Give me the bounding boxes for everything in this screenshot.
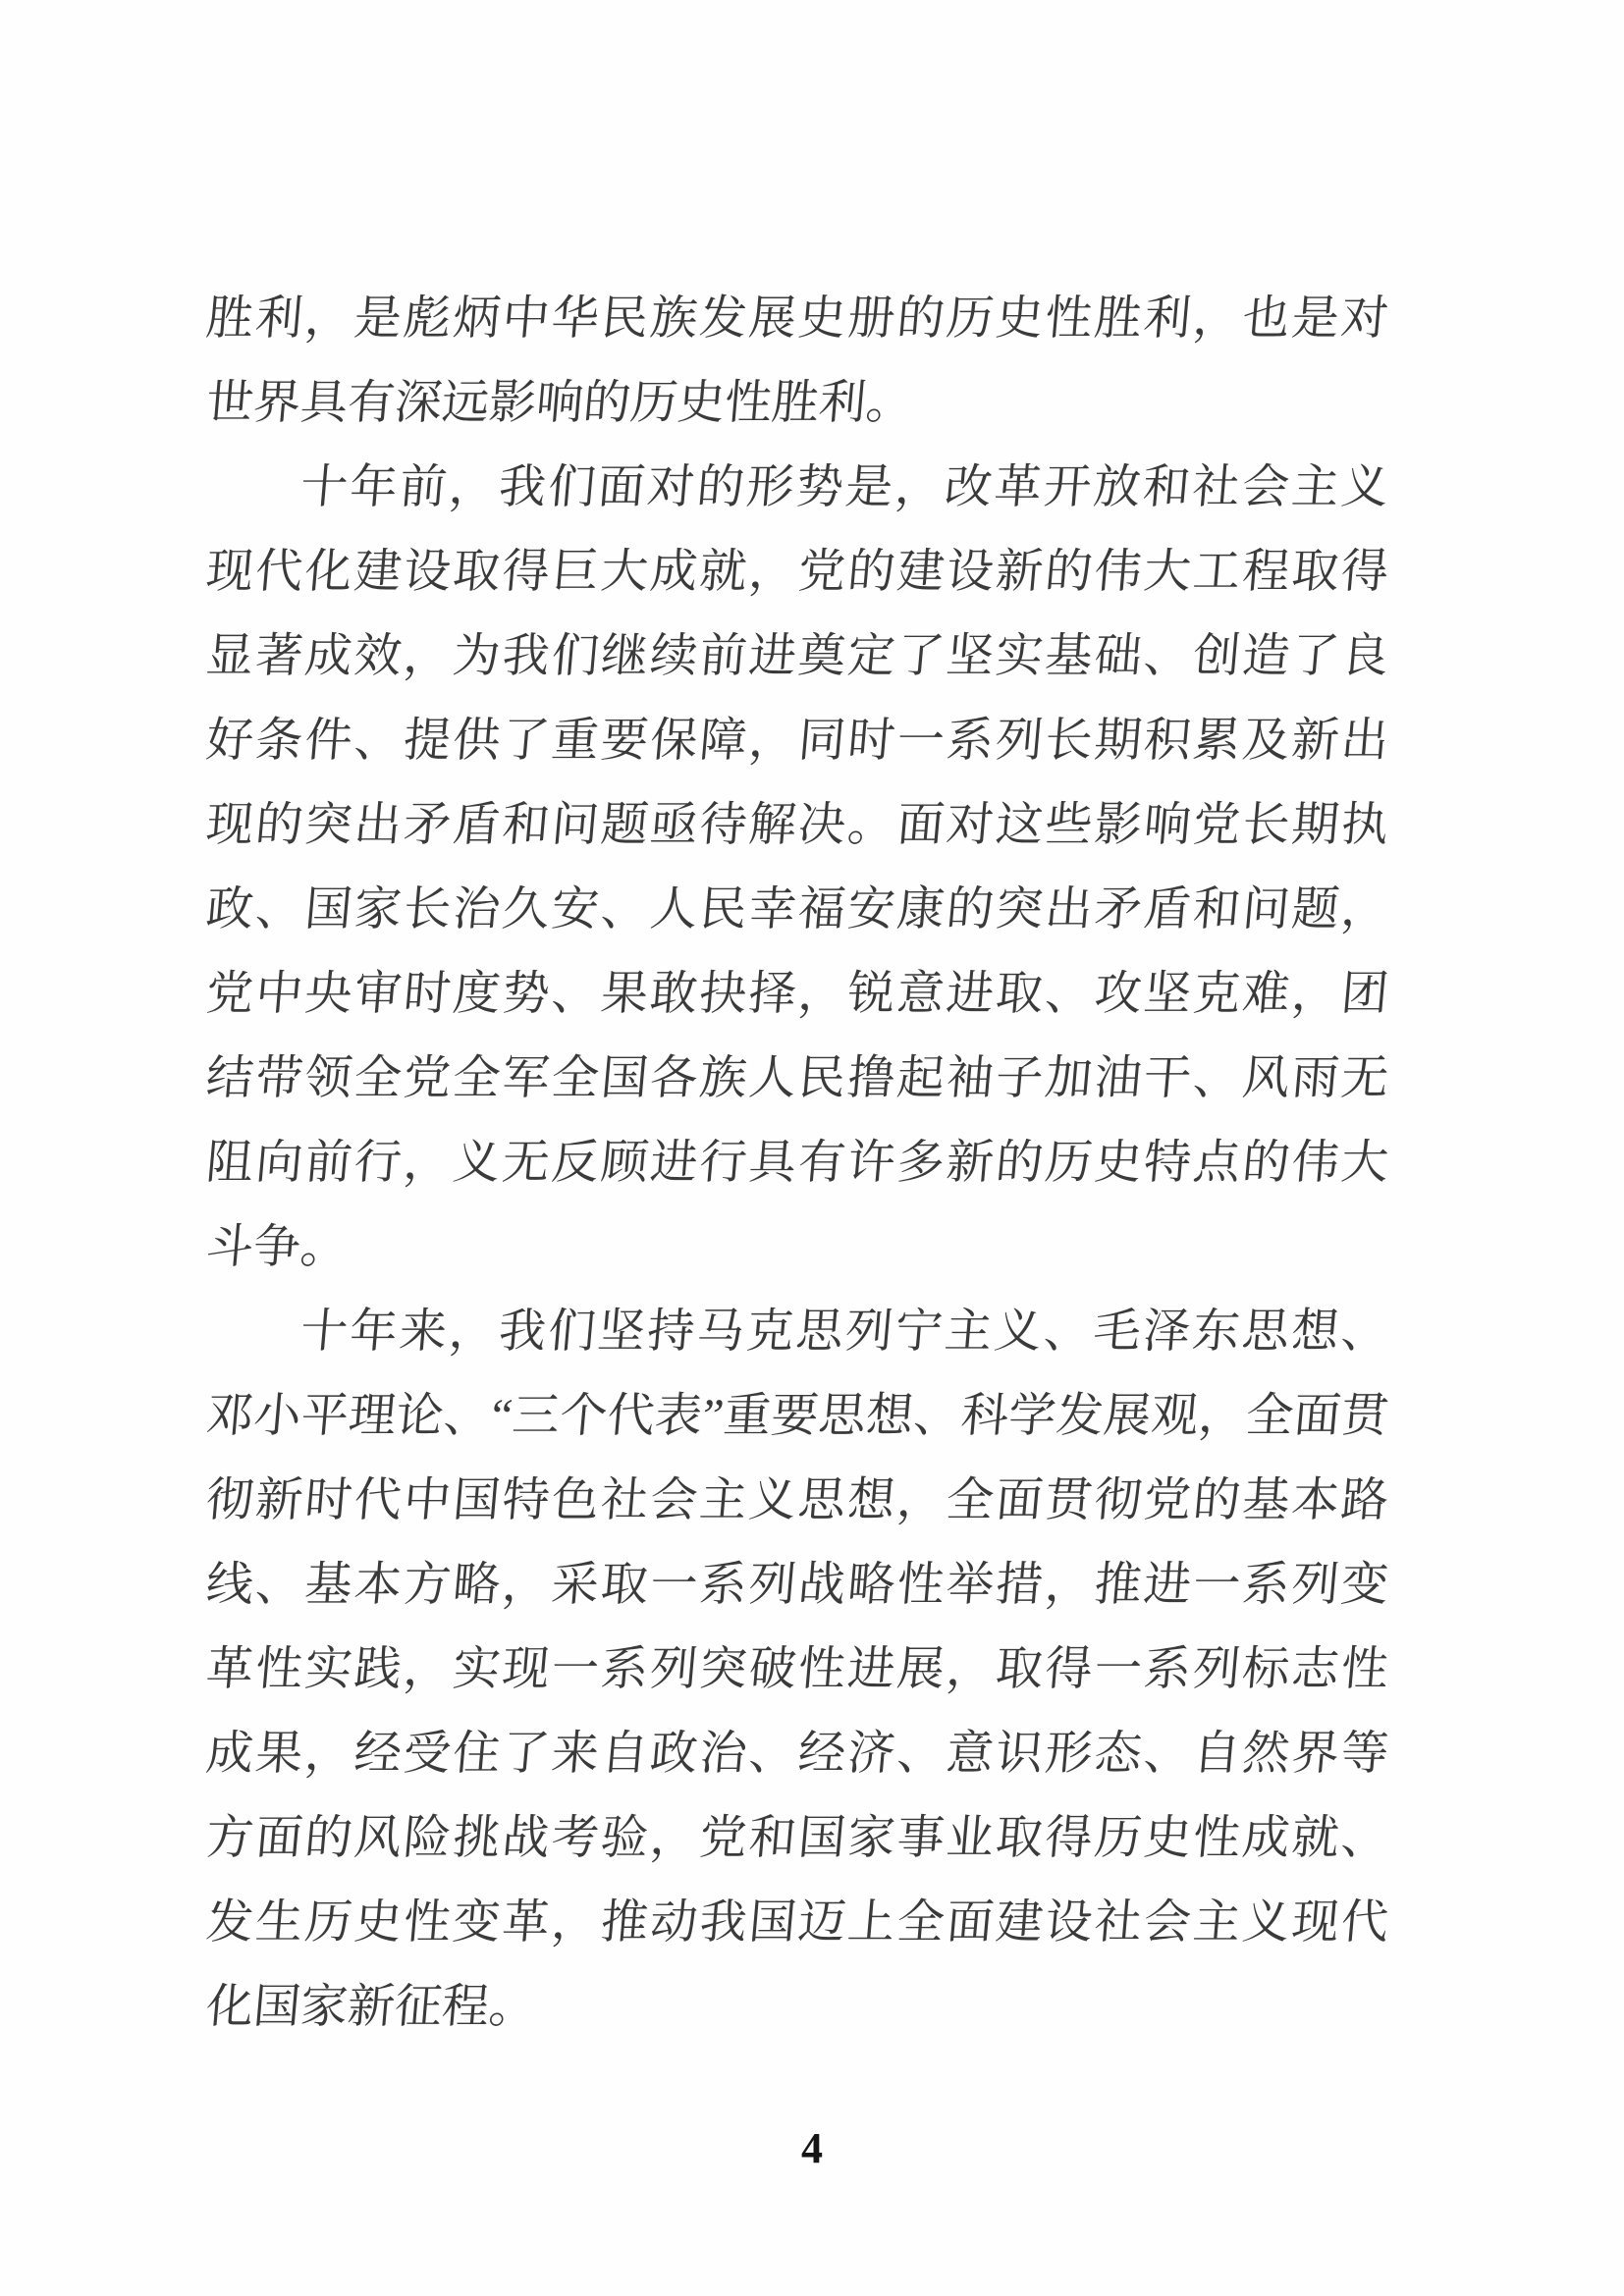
text-line: 显著成效，为我们继续前进奠定了坚实基础、创造了良: [203, 630, 1391, 682]
text-line: 邓小平理论、“三个代表”重要思想、科学发展观，全面贯: [203, 1390, 1391, 1442]
text-line: 阻向前行，义无反顾进行具有许多新的历史特点的伟大: [203, 1137, 1391, 1189]
text-line: 胜利，是彪炳中华民族发展史册的历史性胜利，也是对: [203, 293, 1391, 345]
text-line: 发生历史性变革，推动我国迈上全面建设社会主义现代: [203, 1896, 1391, 1949]
text-line: 党中央审时度势、果敢抉择，锐意进取、攻坚克难，团: [203, 968, 1391, 1020]
text-line: 革性实践，实现一系列突破性进展，取得一系列标志性: [203, 1643, 1391, 1695]
page-number: 4: [801, 2124, 823, 2172]
text-line: 结带领全党全军全国各族人民撸起袖子加油干、风雨无: [203, 1052, 1391, 1104]
text-line: 现的突出矛盾和问题亟待解决。面对这些影响党长期执: [203, 799, 1391, 851]
text-line: 化国家新征程。: [203, 1981, 539, 2033]
text-line: 好条件、提供了重要保障，同时一系列长期积累及新出: [203, 715, 1391, 767]
paragraph-continuation: [203, 277, 1391, 446]
text-line: 政、国家长治久安、人民幸福安康的突出矛盾和问题，: [203, 883, 1391, 935]
text-line: 十年来，我们坚持马克思列宁主义、毛泽东思想、: [298, 1306, 1391, 1358]
text-line: 线、基本方略，采取一系列战略性举措，推进一系列变: [203, 1559, 1391, 1611]
text-line: 成果，经受住了来自政治、经济、意识形态、自然界等: [203, 1728, 1391, 1780]
text-line: 现代化建设取得巨大成就，党的建设新的伟大工程取得: [203, 546, 1391, 598]
text-line: 世界具有深远影响的历史性胜利。: [203, 377, 916, 429]
paragraph-ten-years-since: [203, 1290, 1391, 2050]
document-text-block: [203, 277, 1391, 2050]
text-line: 斗争。: [203, 1221, 351, 1273]
text-line: 彻新时代中国特色社会主义思想，全面贯彻党的基本路: [203, 1474, 1391, 1526]
paragraph-ten-years-ago: [203, 446, 1391, 1290]
text-line: 方面的风险挑战考验，党和国家事业取得历史性成就、: [203, 1812, 1391, 1864]
text-line: 十年前，我们面对的形势是，改革开放和社会主义: [298, 461, 1391, 513]
